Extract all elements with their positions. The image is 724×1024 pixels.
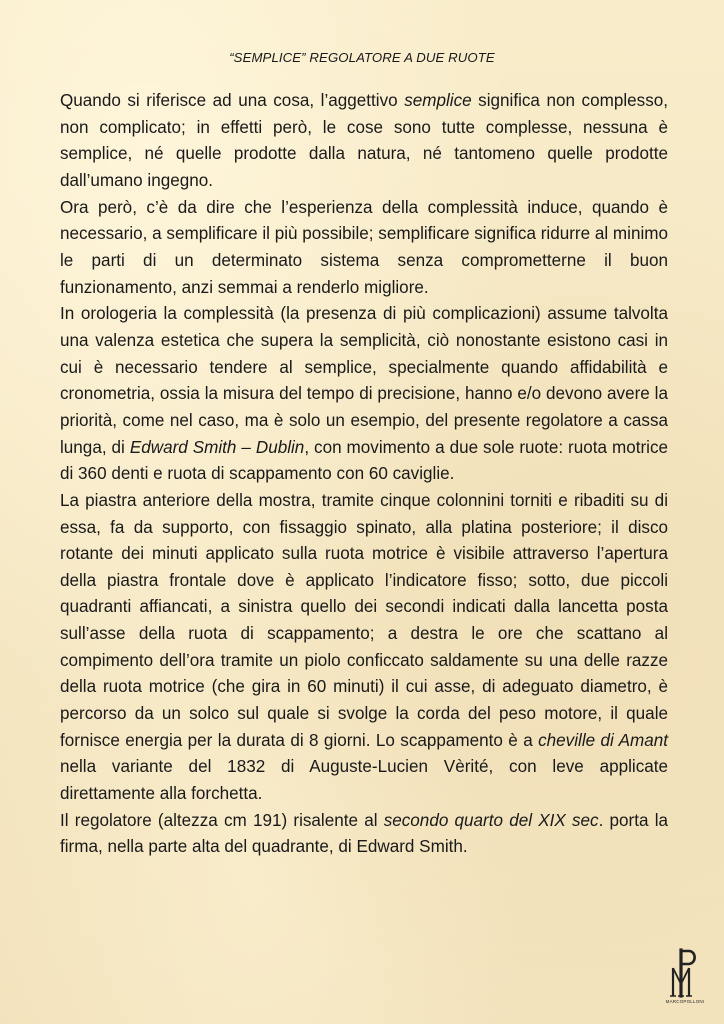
logo-caption: MARCOPOLLONI xyxy=(665,999,705,1004)
author-logo xyxy=(661,946,709,1008)
document-title: “SEMPLICE” REGOLATORE A DUE RUOTE xyxy=(229,50,495,65)
paragraph-2 xyxy=(60,195,668,302)
paragraph-3-text-b: , con movimento a due sole ruote: ruota motrice di 360 denti e ruota di scappamento con 60 caviglie. xyxy=(60,437,668,484)
paragraph-4 xyxy=(60,488,668,808)
paragraph-2-text: Ora però, c’è da dire che l’esperienza della complessità induce, quando è necessario, a semplificare il più possibile; semplificare significa ridurre al minimo le parti di un determinato sistema senza comprometterne il buon funzionamento, anzi semmai a renderlo migliore. xyxy=(60,197,669,297)
paragraph-1-italic: semplice xyxy=(404,91,472,110)
paragraph-1 xyxy=(60,88,668,195)
paragraph-5-text-a: Il regolatore (altezza cm 191) risalente al xyxy=(60,810,384,830)
document-body xyxy=(60,88,668,861)
paragraph-4-text-a: La piastra anteriore della mostra, tramite cinque colonnini torniti e ribaditi su di essa, fa da supporto, con fissaggio spinato, alla platina posteriore; il disco rotante dei minuti applicato sulla ruota motrice è visibile attraverso l’apertura della piastra frontale dove è applicato l’indicatore fisso; sotto, due piccoli quadranti affiancati, a sinistra quello dei secondi indicati dalla lancetta posta sull’asse della ruota di scappamento; a destra le ore che scattano al compimento dell’ora tramite un piolo conficcato saldamente su una delle razze della ruota motrice (che gira in 60 minuti) il cui asse, di adeguato diametro, è percorso da un solco sul quale si svolge la corda del peso motore, il quale fornisce energia per la durata di 8 giorni. Lo scappamento è a xyxy=(60,490,668,750)
paragraph-5-text-b: . porta la firma, nella parte alta del quadrante, di Edward Smith. xyxy=(60,810,668,857)
paragraph-1-text-b: significa non complesso, non complicato; in effetti però, le cose sono tutte complesse, nessuna è semplice, né quelle prodotte dalla natura, né tantomeno quelle prodotte dall’umano ingegno. xyxy=(60,91,668,190)
paragraph-5-italic: secondo quarto del XIX sec xyxy=(383,810,599,830)
paragraph-3 xyxy=(60,301,668,488)
paragraph-4-italic: cheville di Amant xyxy=(538,730,668,750)
paragraph-3-text-a: In orologeria la complessità (la presenza di più complicazioni) assume talvolta una valenza estetica che supera la semplicità, ciò nonostante esistono casi in cui è necessario tendere al semplice, specialmente quando affidabilità e cronometria, ossia la misura del tempo di precisione, hanno e/o devono avere la priorità, come nel caso, ma è solo un esempio, del presente regolatore a cassa lunga, di xyxy=(60,304,668,457)
pm-monogram-icon xyxy=(661,946,709,1000)
paragraph-5 xyxy=(60,808,668,861)
paragraph-3-italic: Edward Smith – Dublin xyxy=(129,437,305,457)
paragraph-1-text-a: Quando si riferisce ad una cosa, l’aggettivo xyxy=(60,91,405,110)
paragraph-4-text-b: nella variante del 1832 di Auguste-Lucien Vèrité, con leve applicate direttamente alla forchetta. xyxy=(60,757,668,804)
